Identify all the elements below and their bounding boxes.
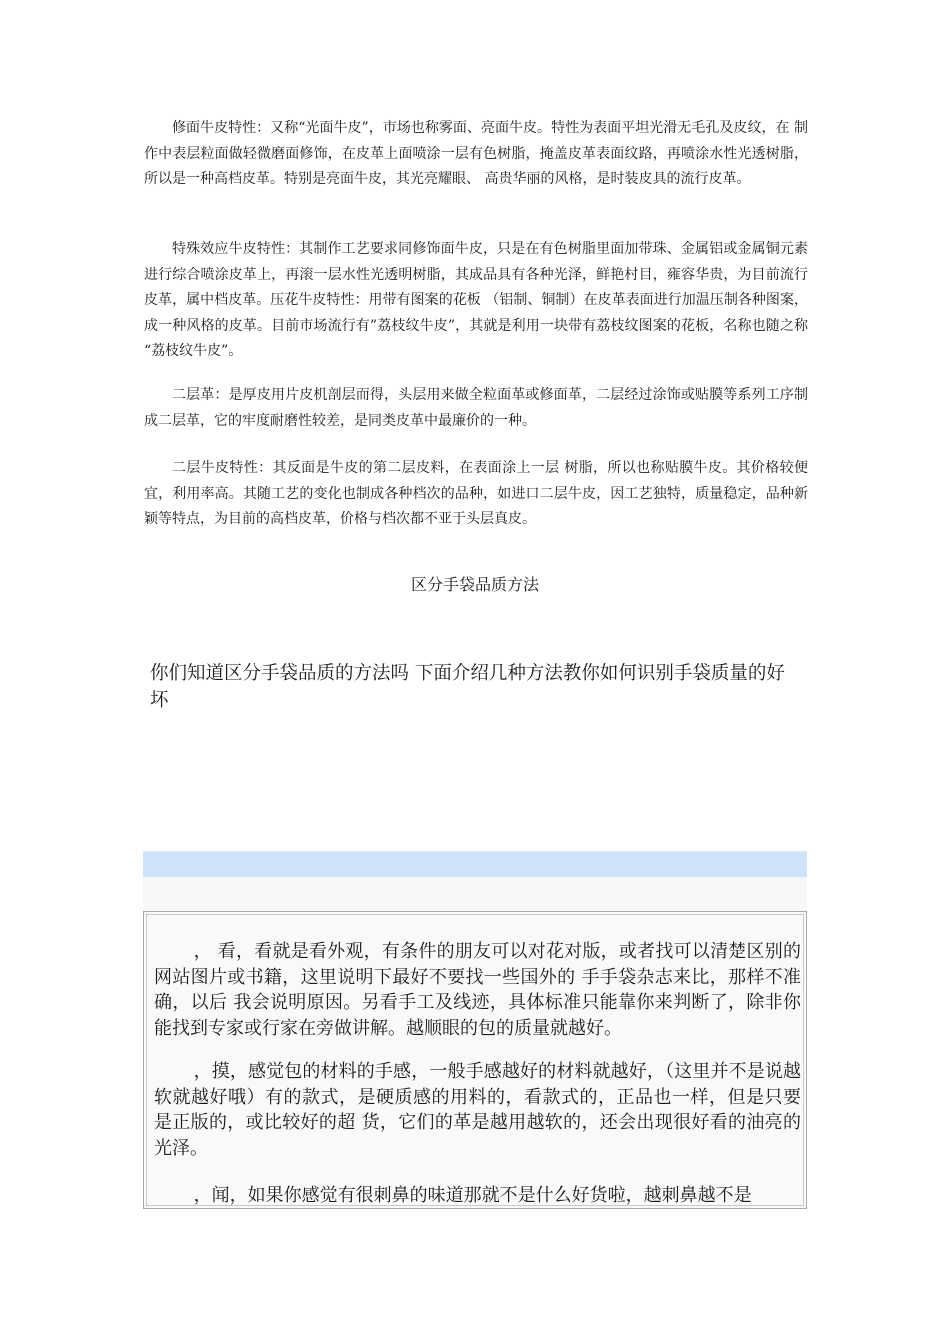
tip-touch: ，摸，感觉包的材料的手感，一般手感越好的材料就越好，（这里并不是说越软就越好哦）有的款式，是硬质感的用料的，看款式的，正品也一样，但是只要是正版的，或比较好的超 货，它们的革是越用越软的，还会出现很好看的油亮的光泽。	[154, 1061, 801, 1159]
panel-header-bar	[143, 851, 807, 877]
paragraph-split-cowhide: 二层牛皮特性：其反面是牛皮的第二层皮料，在表面涂上一层 树脂，所以也称贴膜牛皮。其价格较便宜，利用率高。其随工艺的变化也制成各种档次的品种，如进口二层牛皮，因工艺独特，质量稳定，品种新颖等特点，为目前的高档皮革，价格与档次都不亚于头层真皮。	[144, 460, 808, 527]
panel-toolbar-band	[143, 877, 807, 912]
tips-panel	[143, 911, 807, 1209]
section-intro: 你们知道区分手袋品质的方法吗 下面介绍几种方法教你如何识别手袋质量的好坏	[150, 663, 785, 711]
paragraph-special-effect-leather: 特殊效应牛皮特性：其制作工艺要求同修饰面牛皮，只是在有色树脂里面加带珠、金属铝或金属铜元素 进行综合喷涂皮革上，再滚一层水性光透明树脂，其成品具有各种光泽，鲜艳村目，雍容华贵，为目前流行皮革，属中档皮革。压花牛皮特性：用带有图案的花板 （铝制、铜制）在皮革表面进行加温压制各种图案，成一种风格的皮革。目前市场流行有”荔枝纹牛皮”，其就是利用一块带有荔枝纹图案的花板，名称也随之称 “荔枝纹牛皮”。	[144, 241, 808, 359]
tips-panel-inner	[146, 914, 804, 1206]
paragraph-split-leather: 二层革：是厚皮用片皮机剖层而得，头层用来做全粒面革或修面革，二层经过涂饰或贴膜等系列工序制成二层革，它的牢度耐磨性较差，是同类皮革中最廉价的一种。	[144, 387, 808, 429]
paragraph-corrected-grain-leather: 修面牛皮特性：又称“光面牛皮”，市场也称雾面、亮面牛皮。特性为表面平坦光滑无毛孔及皮纹，在 制作中表层粒面做轻微磨面修饰，在皮革上面喷涂一层有色树脂，掩盖皮革表面纹路，再喷涂水性光透树脂，所以是一种高档皮革。特别是亮面牛皮，其光亮耀眼、 高贵华丽的风格，是时装皮具的流行皮革。	[144, 120, 808, 187]
tip-smell: ，闻，如果你感觉有很刺鼻的味道那就不是什么好货啦，越刺鼻越不是	[193, 1185, 752, 1206]
tip-look: ， 看，看就是看外观，有条件的朋友可以对花对版，或者找可以清楚区别的网站图片或书籍，这里说明下最好不要找一些国外的 手手袋杂志来比，那样不准确，以后 我会说明原因。另看手工及线迹，具体标准只能靠你来判断了，除非你能找到专家或行家在旁做讲解。越顺眼的包的质量就越好。	[154, 941, 801, 1039]
section-heading: 区分手袋品质方法	[410, 575, 539, 594]
